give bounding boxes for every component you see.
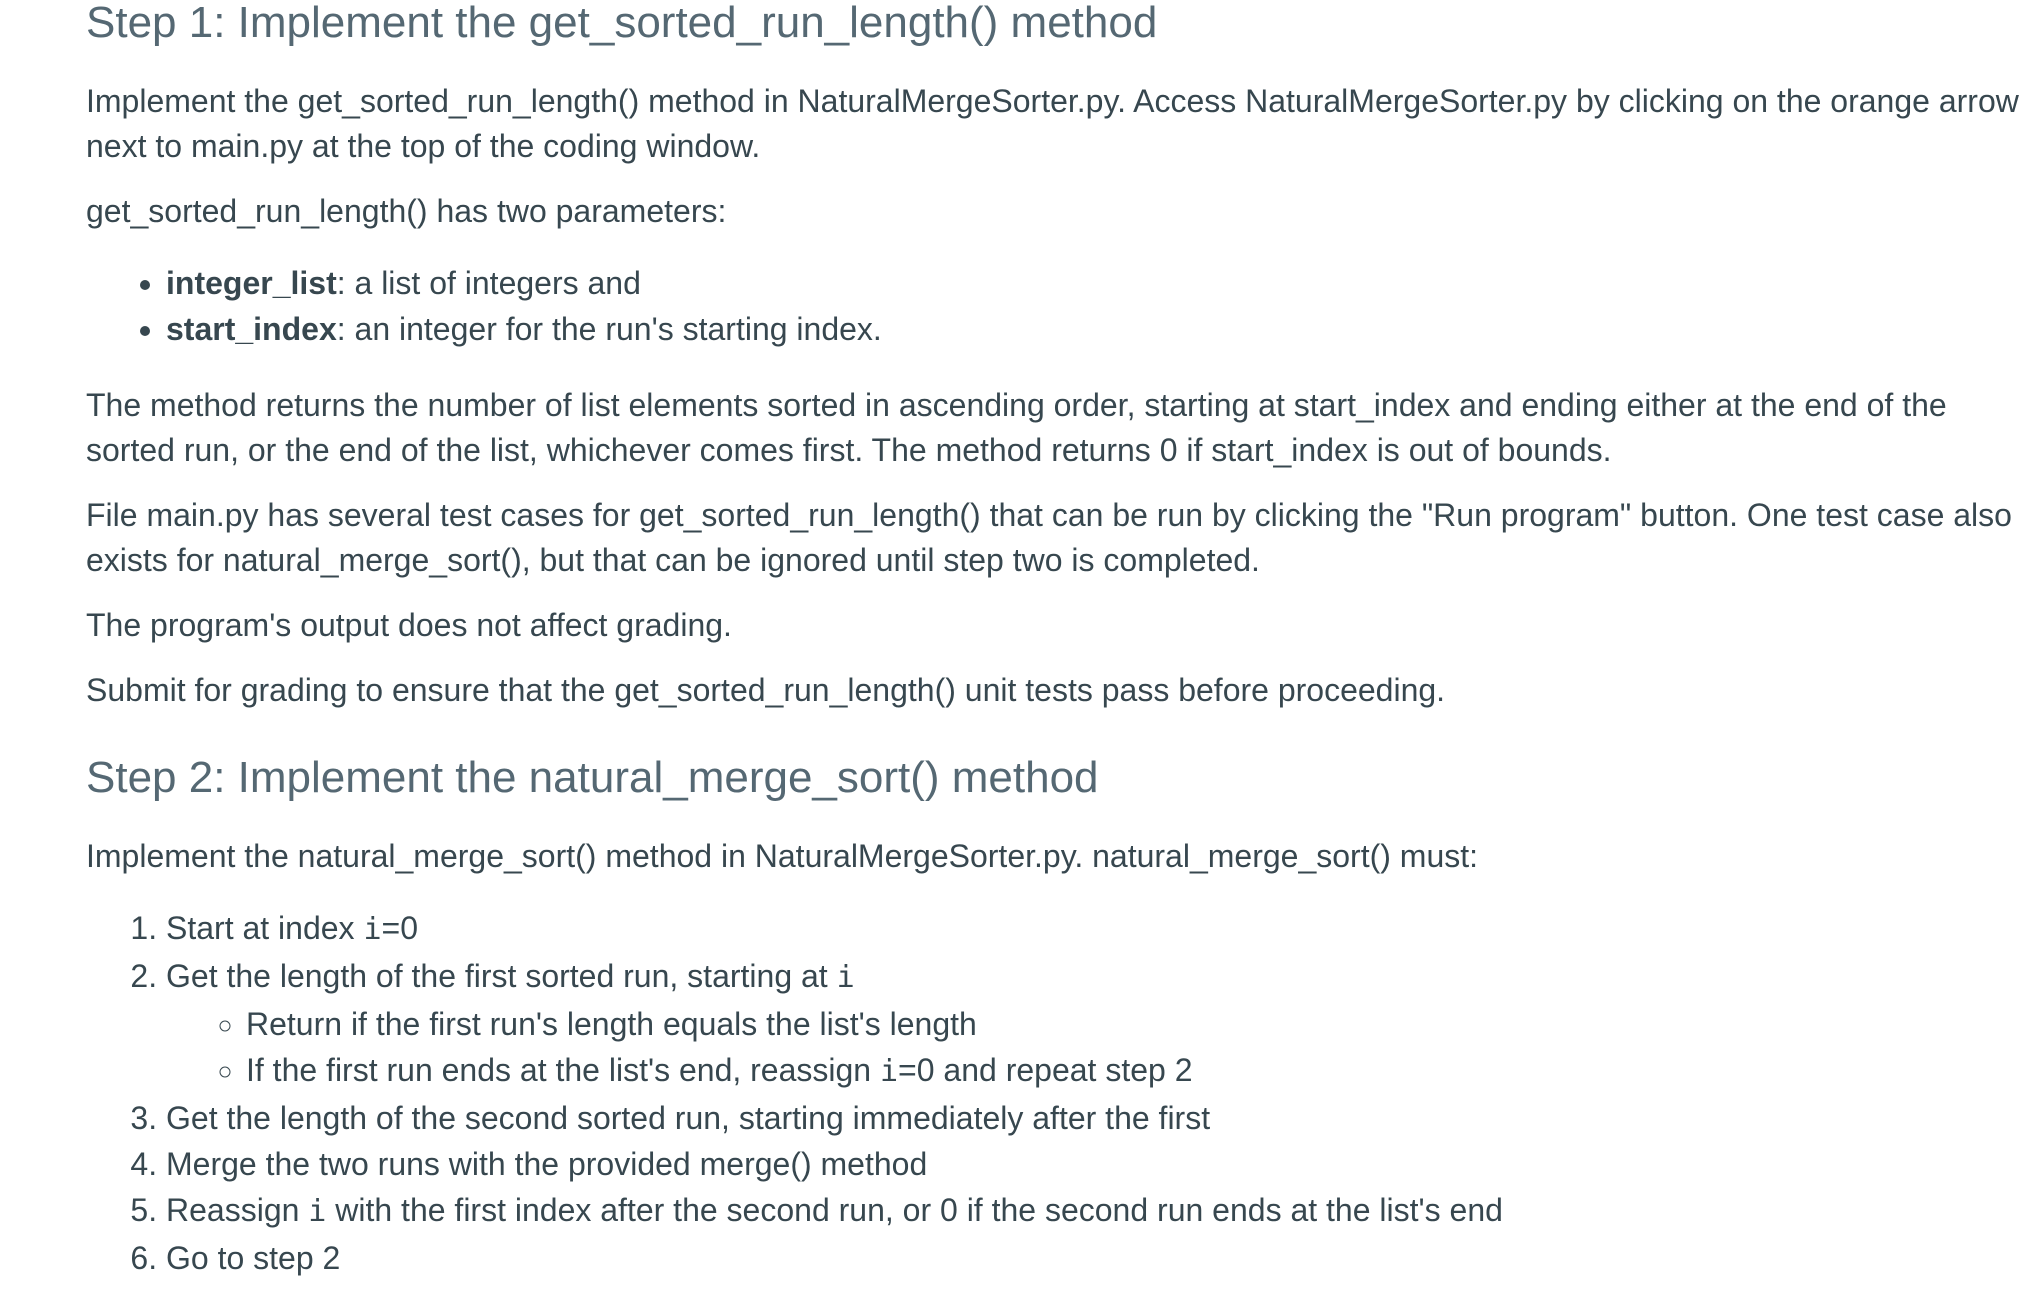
param-desc: : a list of integers and <box>336 265 641 301</box>
list-item <box>246 1001 2026 1047</box>
param-desc: : an integer for the run's starting index. <box>336 311 882 347</box>
step-text: Merge the two runs with the provided merge() method <box>166 1146 928 1182</box>
step1-submit-note: Submit for grading to ensure that the get_sorted_run_length() unit tests pass before proceeding. <box>86 672 1446 708</box>
step-text: Go to step 2 <box>166 1240 341 1276</box>
step-text: with the first index after the second run, or 0 if the second run ends at the list's end <box>326 1192 1503 1228</box>
step-text: Get the length of the second sorted run, starting immediately after the first <box>166 1100 1211 1136</box>
param-name: integer_list <box>166 265 337 301</box>
step-text: Return if the first run's length equals the list's length <box>246 1006 977 1042</box>
step-text: If the first run ends at the list's end, reassign <box>246 1052 880 1088</box>
step-text: =0 <box>381 910 418 946</box>
list-item <box>166 905 2026 953</box>
step1-heading: Step 1: Implement the get_sorted_run_length() method <box>86 0 1158 47</box>
list-item <box>166 953 2026 1095</box>
code-var: i <box>879 1054 899 1089</box>
step1-returns-paragraph: The method returns the number of list elements sorted in ascending order, starting at start_index and ending either at the end of the sorted run, or the end of the list, whichever comes first. The method returns 0 if start_index is out of bounds. <box>86 387 1947 468</box>
param-name: start_index <box>166 311 337 347</box>
parameter-list <box>86 260 2026 352</box>
list-item <box>166 306 2026 352</box>
step1-tests-paragraph: File main.py has several test cases for get_sorted_run_length() that can be run by clicking the "Run program" button. One test case also exists for natural_merge_sort(), but that can be ignored until step two is completed. <box>86 497 2012 578</box>
step-text: Reassign <box>166 1192 309 1228</box>
list-item <box>166 260 2026 306</box>
step-text: =0 and repeat step 2 <box>898 1052 1193 1088</box>
list-item <box>166 1095 2026 1141</box>
step1-grading-note: The program's output does not affect grading. <box>86 607 732 643</box>
list-item <box>246 1047 2026 1095</box>
step1-params-intro: get_sorted_run_length() has two parameters: <box>86 193 727 229</box>
list-item <box>166 1187 2026 1235</box>
code-var: i <box>363 912 382 947</box>
sub-list <box>166 1001 2026 1095</box>
code-var: i <box>308 1194 327 1229</box>
step2-intro-paragraph: Implement the natural_merge_sort() method in NaturalMergeSorter.py. natural_merge_sort() must: <box>86 838 1479 874</box>
step-text: Get the length of the first sorted run, starting at <box>166 958 837 994</box>
step-text: Start at index <box>166 910 364 946</box>
list-item <box>166 1141 2026 1187</box>
step2-heading: Step 2: Implement the natural_merge_sort() method <box>86 753 1099 802</box>
code-var: i <box>836 960 855 995</box>
algorithm-steps-list <box>86 905 2026 1281</box>
step1-intro-paragraph: Implement the get_sorted_run_length() method in NaturalMergeSorter.py. Access NaturalMergeSorter.py by clicking on the orange arrow next to main.py at the top of the coding window. <box>86 83 2019 164</box>
list-item <box>166 1235 2026 1281</box>
